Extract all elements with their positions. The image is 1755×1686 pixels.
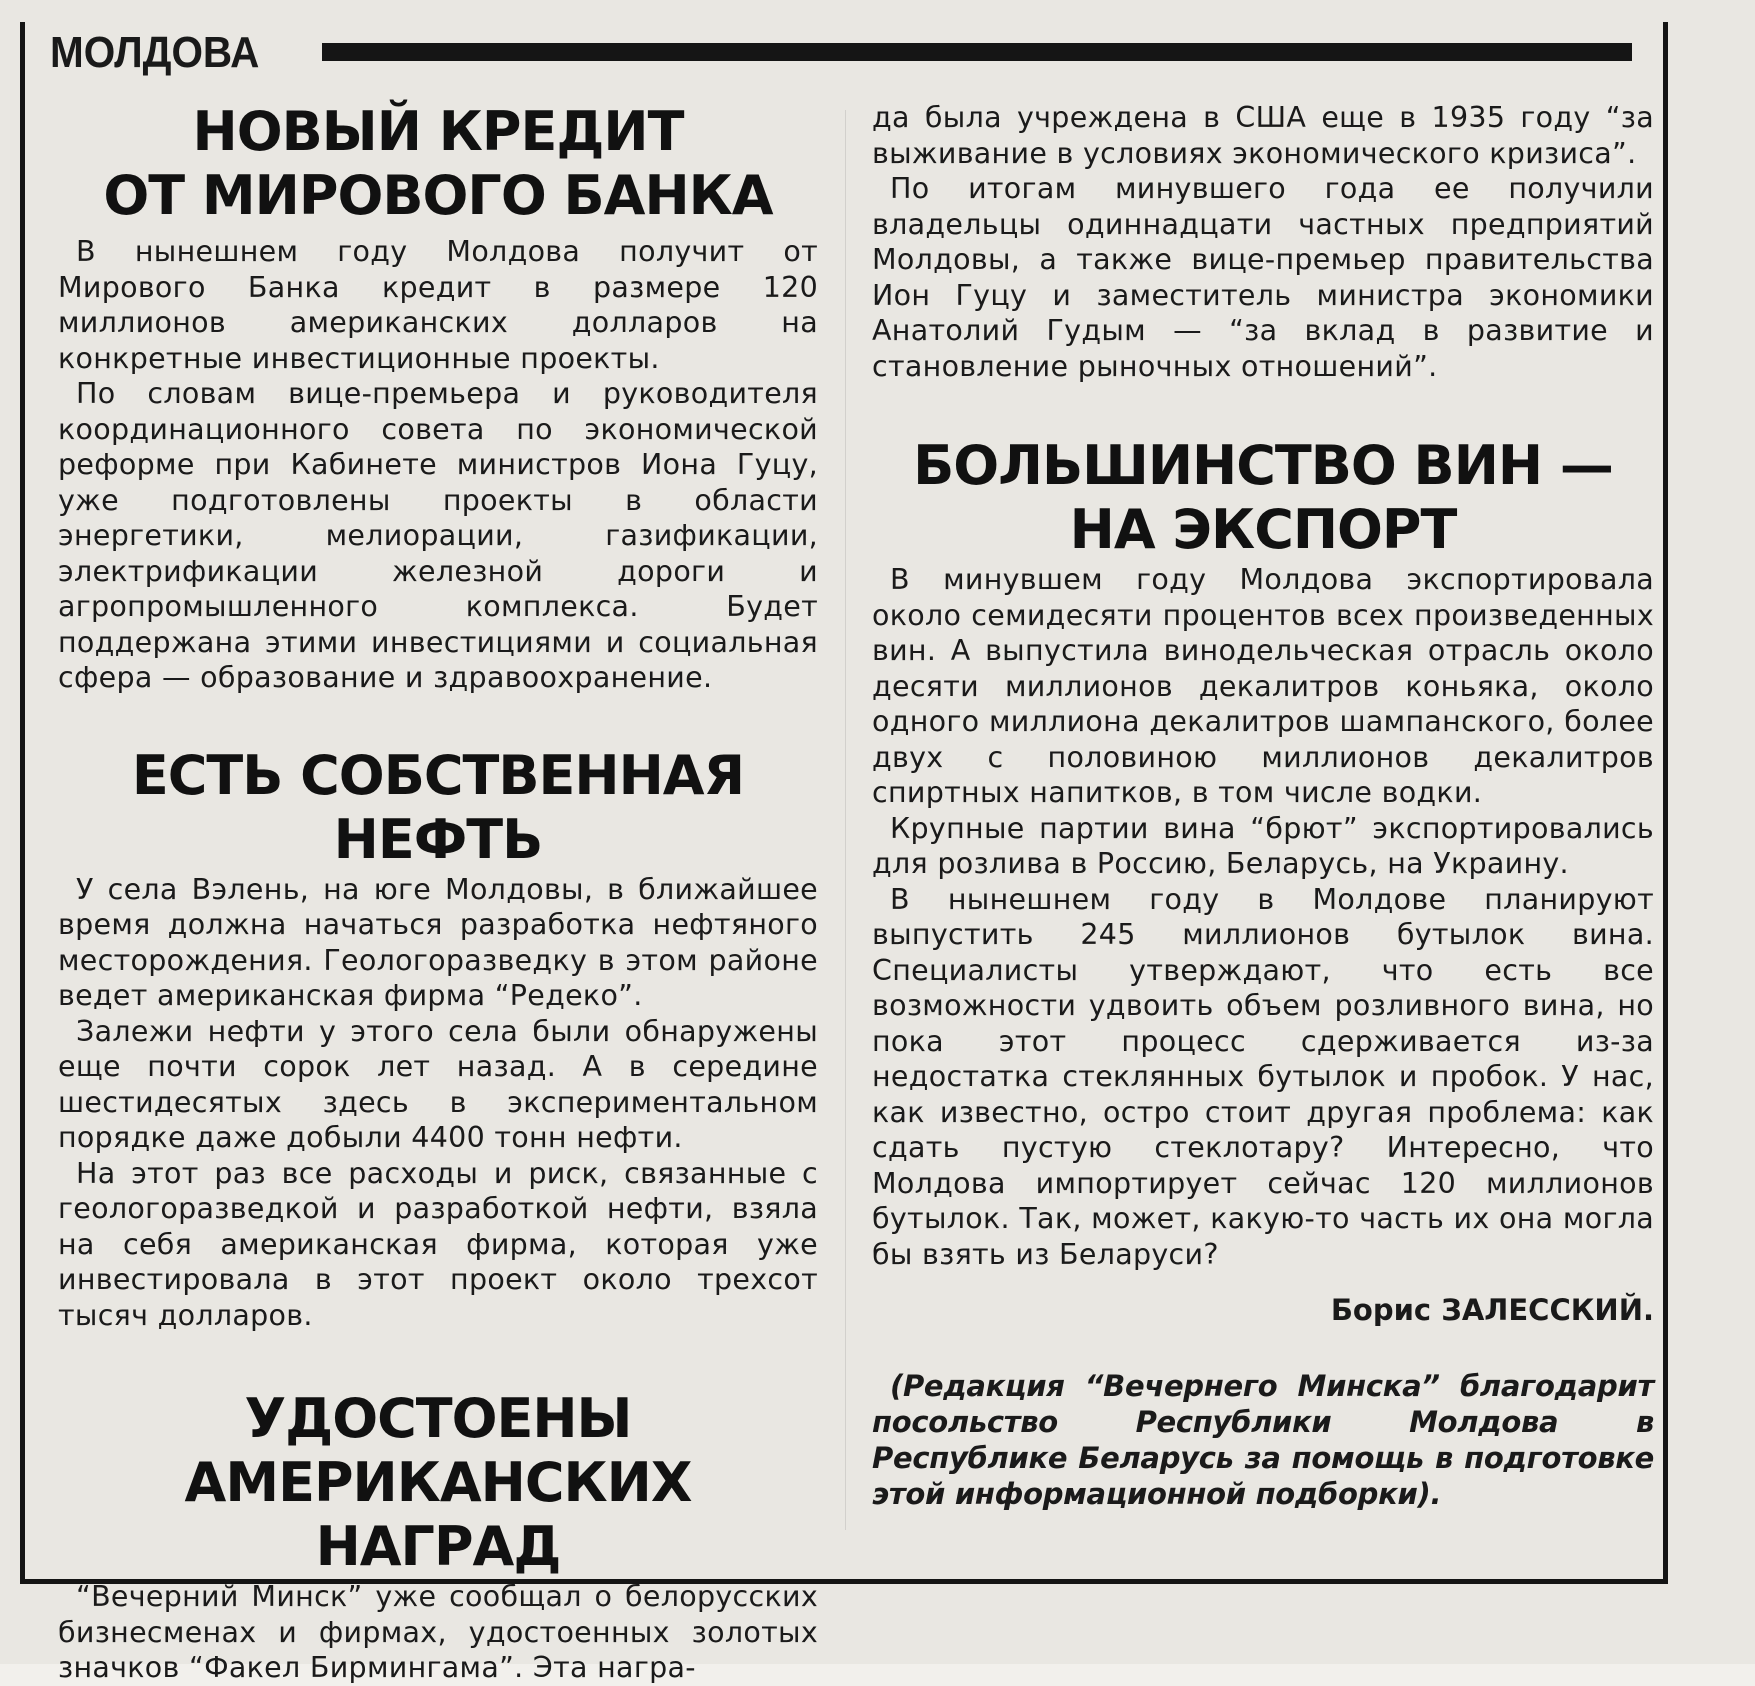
right-column [872, 100, 1654, 1512]
headline-line: НОВЫЙ КРЕДИТ [192, 100, 684, 163]
headline-line: АМЕРИКАНСКИХ НАГРАД [184, 1451, 692, 1578]
paragraph: В нынешнем году в Молдове планируют выпустить 245 миллионов бутылок вина. Специалисты утверждают, что есть все возможности удвоить объем розливного вина, но пока этот процесс сдерживается из-за недостатка стеклянных бутылок и пробок. У нас, как известно, остро стоит другая проблема: как сдать пустую стеклотару? Интересно, что Молдова импортирует сейчас 120 миллионов бутылок. Так, может, какую-то часть их она могла бы взять из Беларуси? [872, 882, 1654, 1271]
author-signature: Борис ЗАЛЕССКИЙ. [1330, 1293, 1654, 1327]
rubric-rule [322, 43, 1632, 61]
paragraph: да была учреждена в США еще в 1935 году “за выживание в условиях экономического кризиса”. [872, 101, 1654, 170]
headline-wine [872, 434, 1654, 562]
headline-line: НЕФТЬ [333, 807, 543, 871]
paragraph: На этот раз все расходы и риск, связанные с геологоразведкой и разработкой нефти, взяла на себя американская фирма, которая уже инвестировала в этот проект около трехсот тысяч долларов. [58, 1156, 818, 1332]
headline-credit [58, 100, 818, 228]
headline-oil [58, 744, 818, 872]
left-column [58, 100, 818, 1686]
paragraph: По итогам минувшего года ее получили владельцы одиннадцати частных предприятий Молдовы, а также вице-премьер правительства Ион Гуцу и заместитель министра экономики Анатолий Гудым — “за вклад в развитие и становление рыночных отношений”. [872, 172, 1654, 383]
paragraph: “Вечерний Минск” уже сообщал о белорусских бизнесменах и фирмах, удостоенных золотых значков “Факел Бирмингама”. Эта награ- [58, 1580, 818, 1684]
paragraph: По словам вице-премьера и руководителя координационного совета по экономической реформе при Кабинете министров Иона Гуцу, уже подготовлены проекты в области энергетики, мелиорации, газификации, электрификации железной дороги и агропромышленного комплекса. Будет поддержана этими инвестициями и социальная сфера — образование и здравоохранение. [58, 377, 818, 694]
paragraph: Залежи нефти у этого села были обнаружены еще почти сорок лет назад. А в середине шестидесятых здесь в экспериментальном порядке даже добыли 4400 тонн нефти. [58, 1014, 818, 1154]
headline-line: БОЛЬШИНСТВО ВИН — [913, 434, 1613, 497]
headline-line: ОТ МИРОВОГО БАНКА [103, 164, 773, 227]
paragraph: У села Вэлень, на юге Молдовы, в ближайшее время должна начаться разработка нефтяного месторождения. Геологоразведку в этом районе ведет американская фирма “Редеко”. [58, 872, 818, 1012]
paragraph: В минувшем году Молдова экспортировала около семидесяти процентов всех произведенных вин. А выпустила винодельческая отрасль около десяти миллионов декалитров коньяка, около одного миллиона декалитров шампанского, более двух с половиною миллионов декалитров спиртных напитков, в том числе водки. [872, 563, 1654, 809]
headline-line: НА ЭКСПОРТ [1069, 498, 1457, 561]
column-divider [845, 110, 846, 1530]
rubric-label: МОЛДОВА [50, 28, 260, 77]
headline-line: УДОСТОЕНЫ [244, 1387, 632, 1450]
headline-awards [58, 1387, 818, 1579]
paragraph: В нынешнем году Молдова получит от Мирового Банка кредит в размере 120 миллионов американских долларов на конкретные инвестиционные проекты. [58, 235, 818, 375]
headline-line: ЕСТЬ СОБСТВЕННАЯ [131, 743, 745, 807]
editorial-note: (Редакция “Вечернего Минска” благодарит посольство Республики Молдова в Республике Беларусь за помощь в подготовке этой информационной подборки). [872, 1369, 1654, 1511]
paragraph: Крупные партии вина “брют” экспортировались для розлива в Россию, Беларусь, на Украину. [872, 811, 1654, 880]
